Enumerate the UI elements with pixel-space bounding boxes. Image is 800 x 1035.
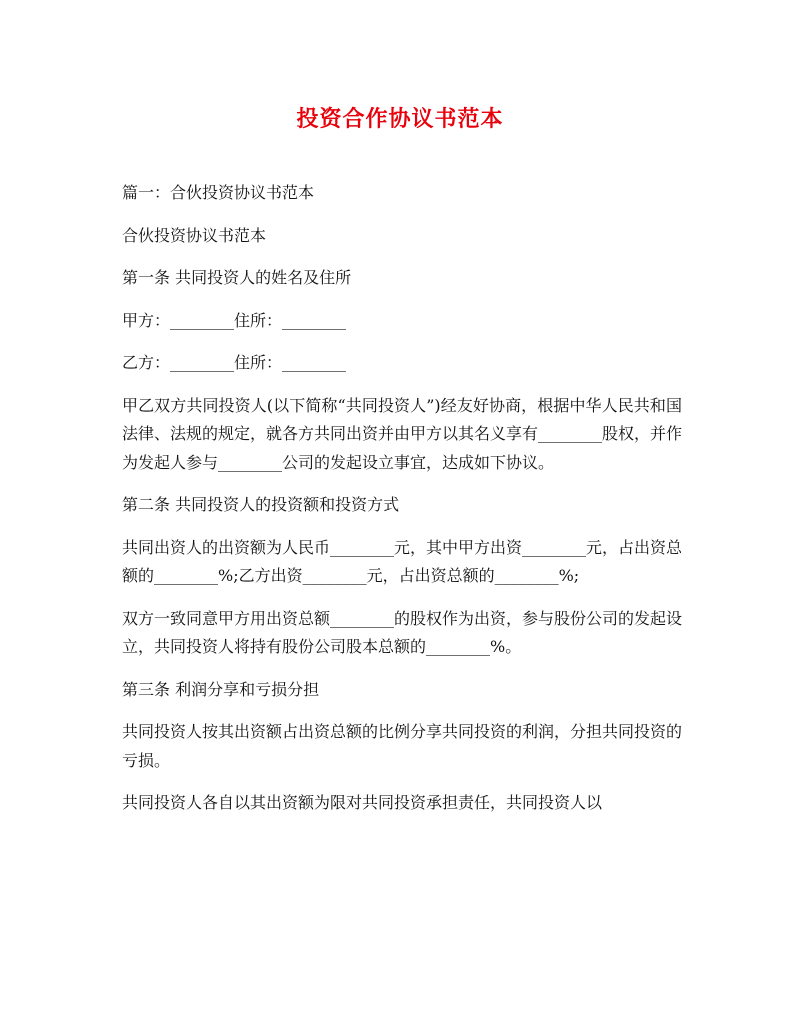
contribution-paragraph: 共同出资人的出资额为人民币________元，其中甲方出资________元，占出资总额的________%;乙方出资________元，占出资总额的________%; bbox=[122, 537, 683, 585]
profit-sharing-paragraph: 共同投资人按其出资额占出资总额的比例分享共同投资的利润，分担共同投资的亏损。 bbox=[122, 722, 683, 770]
preamble-paragraph: 甲乙双方共同投资人(以下简称“共同投资人”)经友好协商，根据中华人民共和国法律、法规的规定，就各方共同出资并由甲方以其名义享有________股权，并作为发起人参与________公司的发起设立事宜，达成如下协议。 bbox=[122, 395, 683, 472]
article-3-heading: 第三条 利润分享和亏损分担 bbox=[122, 679, 320, 699]
agreement-name: 合伙投资协议书范本 bbox=[122, 225, 267, 245]
equity-paragraph: 双方一致同意甲方用出资总额________的股权作为出资，参与股份公司的发起设立，共同投资人将持有股份公司股本总额的________%。 bbox=[122, 608, 683, 656]
document-title: 投资合作协议书范本 bbox=[296, 106, 504, 132]
document-body bbox=[122, 179, 682, 832]
party-a-line: 甲方：________住所：________ bbox=[122, 310, 347, 330]
party-b-line: 乙方：________住所：________ bbox=[122, 353, 347, 372]
section-heading: 篇一：合伙投资协议书范本 bbox=[122, 183, 315, 202]
article-2-heading: 第二条 共同投资人的投资额和投资方式 bbox=[122, 495, 400, 514]
liability-paragraph: 共同投资人各自以其出资额为限对共同投资承担责任，共同投资人以 bbox=[122, 793, 603, 812]
article-1-heading: 第一条 共同投资人的姓名及住所 bbox=[122, 268, 352, 287]
